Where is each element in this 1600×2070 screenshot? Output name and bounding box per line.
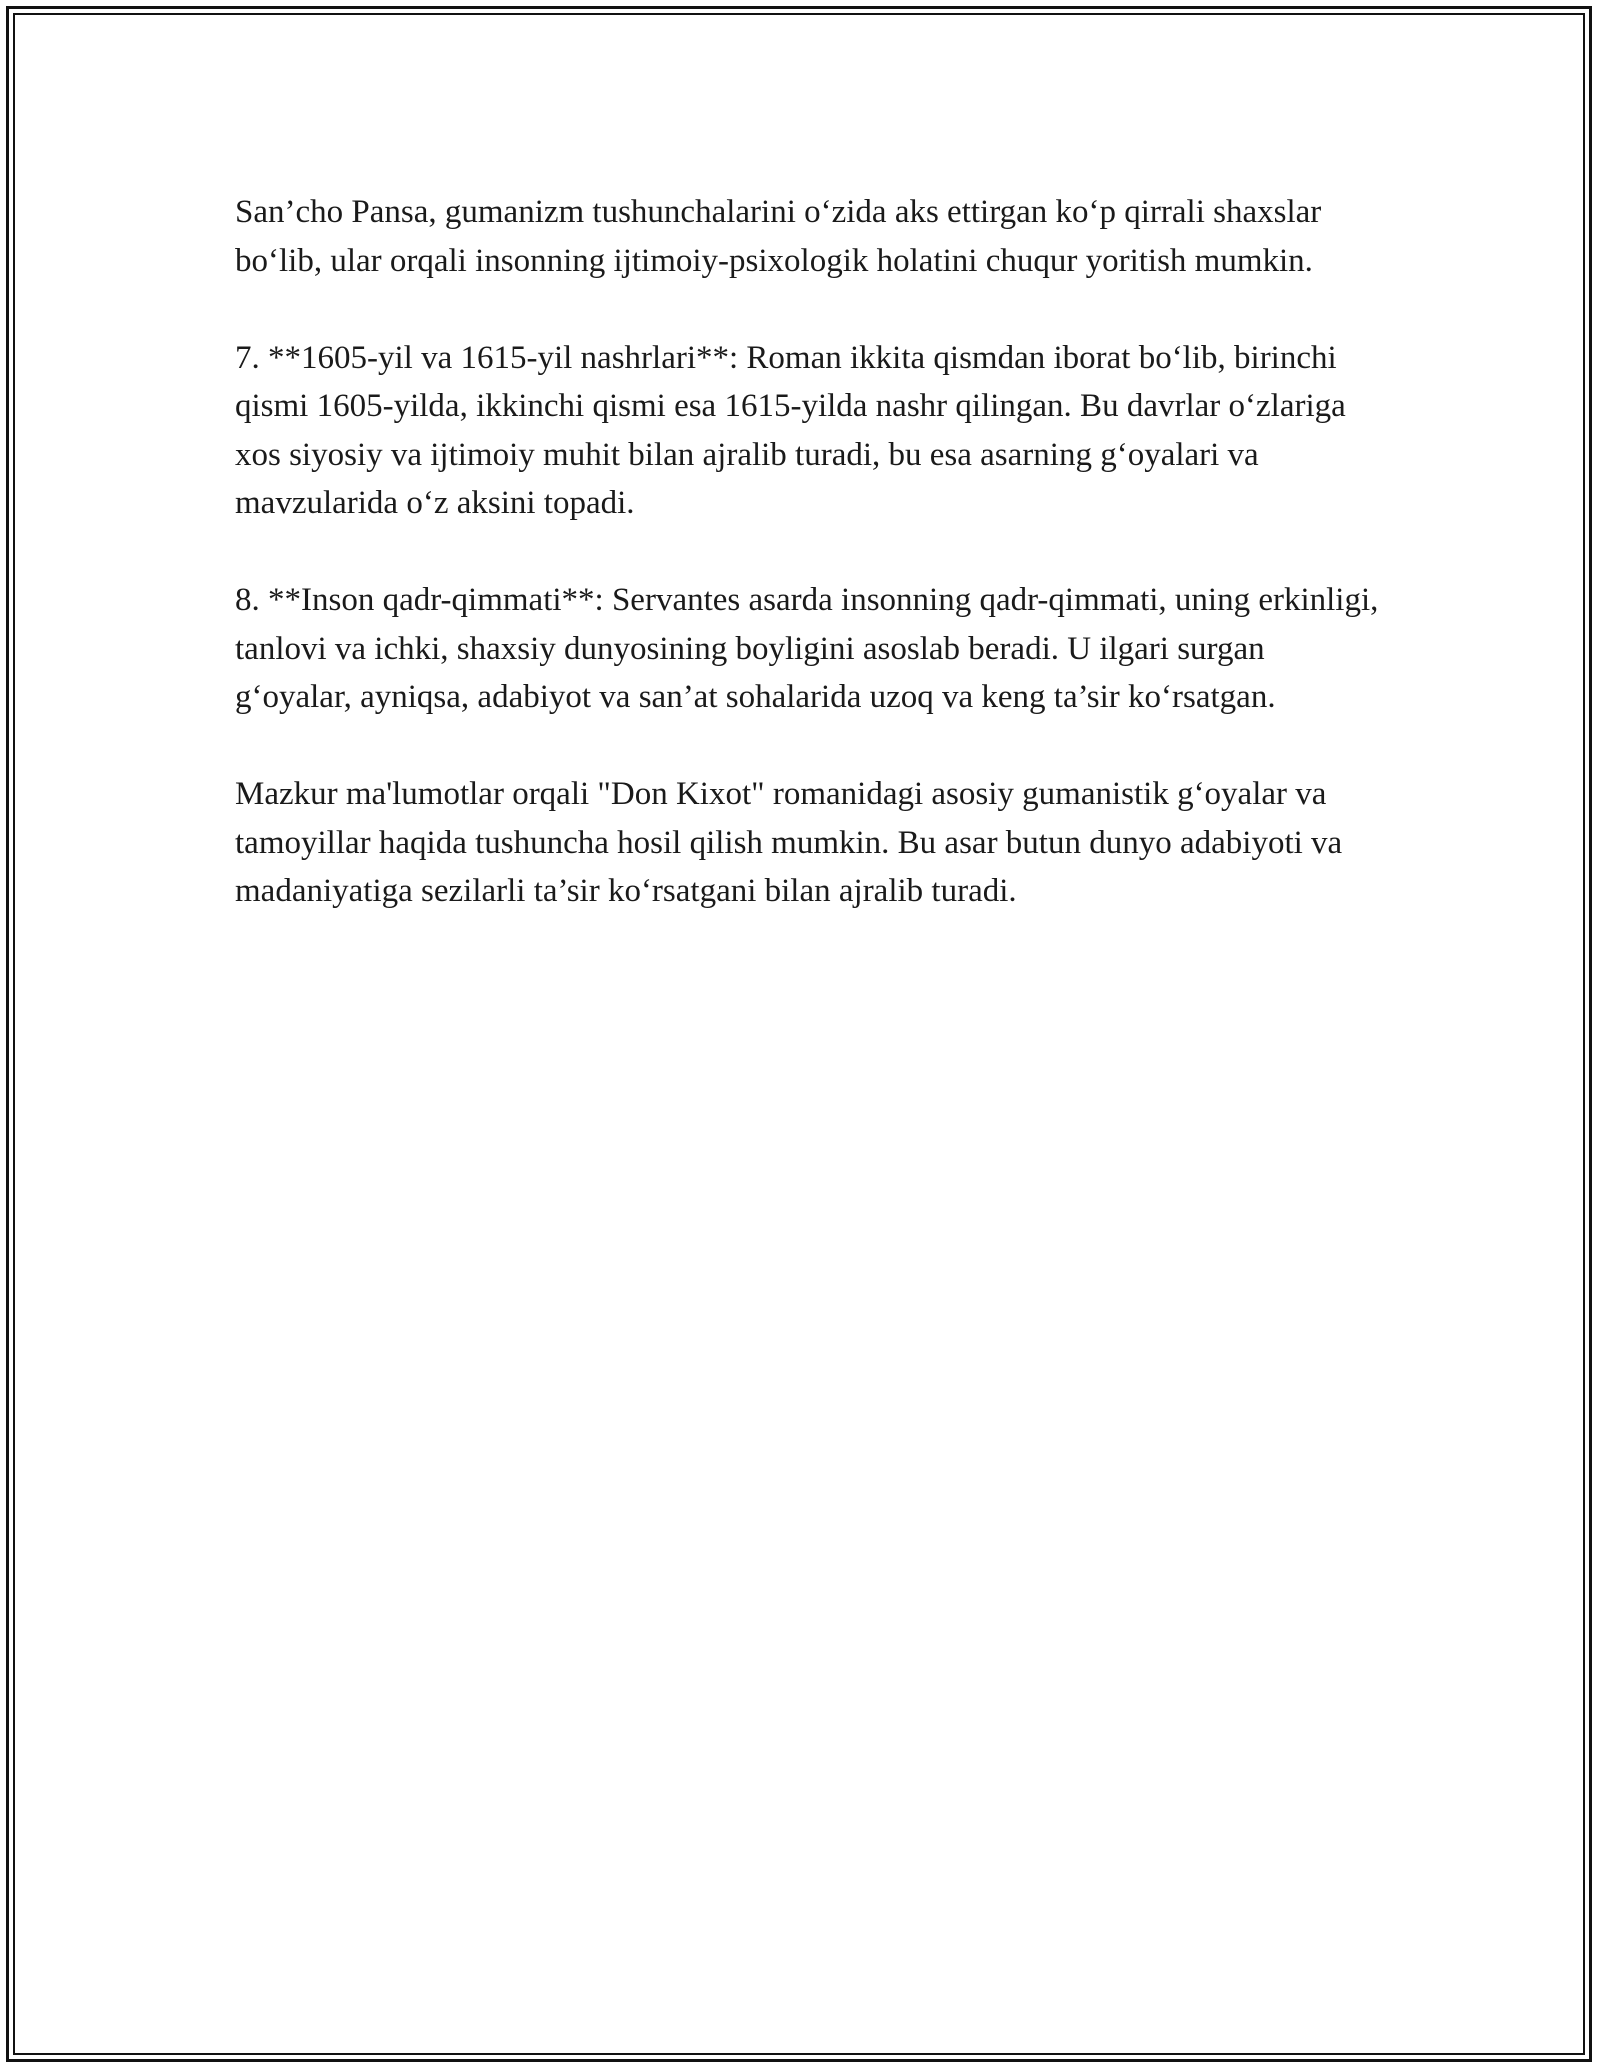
paragraph-item-8: 8. **Inson qadr-qimmati**: Servantes asarda insonning qadr-qimmati, uning erkinligi, tanlovi va ichki, shaxsiy dunyosining boyligini asoslab beradi. U ilgari surgan g‘oyalar, ayniqsa, adabiyot va san’at sohalarida uzoq va keng ta’sir ko‘rsatgan. — [235, 582, 1379, 715]
document-body — [235, 188, 1385, 916]
paragraph-intro: San’cho Pansa, gumanizm tushunchalarini o‘zida aks ettirgan ko‘p qirrali shaxslar bo‘lib, ular orqali insonning ijtimoiy-psixologik holatini chuqur yoritish mumkin. — [235, 194, 1322, 279]
paragraph-item-7: 7. **1605-yil va 1615-yil nashrlari**: Roman ikkita qismdan iborat bo‘lib, birinchi qismi 1605-yilda, ikkinchi qismi esa 1615-yilda nashr qilingan. Bu davrlar o‘zlariga xos siyosiy va ijtimoiy muhit bilan ajralib turadi, bu esa asarning g‘oyalari va mavzularida o‘z aksini topadi. — [235, 339, 1346, 521]
paragraph-conclusion: Mazkur ma'lumotlar orqali "Don Kixot" romanidagi asosiy gumanistik g‘oyalar va tamoyillar haqida tushuncha hosil qilish mumkin. Bu asar butun dunyo adabiyoti va madaniyatiga sezilarli ta’sir ko‘rsatgani bilan ajralib turadi. — [235, 776, 1343, 909]
